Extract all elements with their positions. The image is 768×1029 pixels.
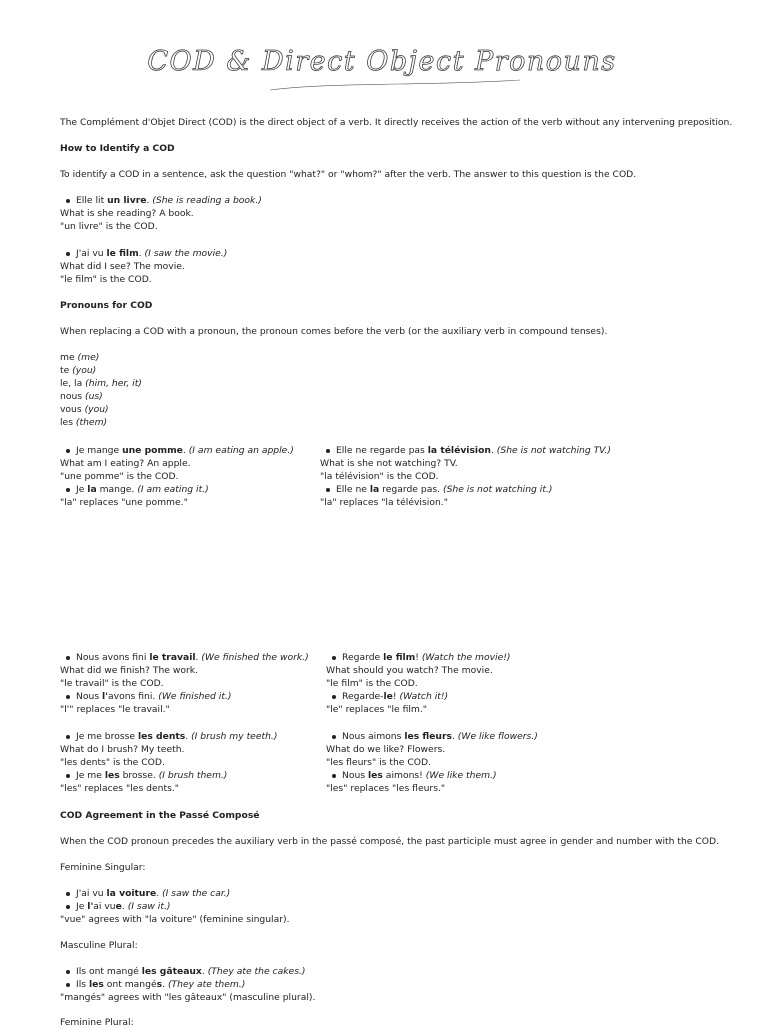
pronoun-item: le, la (him, her, it) <box>60 378 142 389</box>
pronoun-item: vous (you) <box>60 404 109 415</box>
example-question: What should you watch? The movie. <box>326 665 493 676</box>
example-replacement: "l'" replaces "le travail." <box>60 704 170 715</box>
example-question: What do I brush? My teeth. <box>60 744 185 755</box>
example-answer: "un livre" is the COD. <box>60 221 158 232</box>
list-item: Je l'ai vue. (I saw it.) <box>76 901 171 912</box>
agreement-note: "mangés" agrees with "les gâteaux" (masculine plural). <box>60 992 316 1003</box>
example-replacement: "les" replaces "les fleurs." <box>326 783 446 794</box>
identify-text: To identify a COD in a sentence, ask the question "what?" or "whom?" after the verb. The answer to this question is the COD. <box>60 169 637 180</box>
example-question: What is she not watching? TV. <box>320 458 458 469</box>
pronoun-item: les (them) <box>60 417 108 428</box>
example-replacement: "la" replaces "une pomme." <box>60 497 188 508</box>
title-text: COD & Direct Object Pronouns <box>147 46 617 77</box>
agreement-note: "vue" agrees with "la voiture" (feminine singular). <box>60 914 290 925</box>
pronoun-item: nous (us) <box>60 391 103 402</box>
list-item: Je me brosse les dents. (I brush my teeth.) <box>76 731 278 742</box>
example-answer: "le film" is the COD. <box>60 274 152 285</box>
list-item: J'ai vu le film. (I saw the movie.) <box>76 248 228 259</box>
list-item: Nous l'avons fini. (We finished it.) <box>76 691 232 702</box>
title-flourish <box>270 80 520 90</box>
agreement-heading: COD Agreement in the Passé Composé <box>60 810 260 821</box>
pronoun-item: te (you) <box>60 365 97 376</box>
list-item: Regarde le film! (Watch the movie!) <box>342 652 511 663</box>
pronoun-item: me (me) <box>60 352 100 363</box>
feminine-plural-label: Feminine Plural: <box>60 1017 134 1028</box>
example-answer: "le film" is the COD. <box>326 678 418 689</box>
list-item: J'ai vu la voiture. (I saw the car.) <box>76 888 231 899</box>
feminine-singular-label: Feminine Singular: <box>60 862 146 873</box>
example-replacement: "la" replaces "la télévision." <box>320 497 448 508</box>
example-answer: "une pomme" is the COD. <box>60 471 179 482</box>
list-item: Je mange une pomme. (I am eating an apple.) <box>76 445 294 456</box>
agreement-text: When the COD pronoun precedes the auxiliary verb in the passé composé, the past participle must agree in gender and number with the COD. <box>60 836 720 847</box>
example-question: What do we like? Flowers. <box>326 744 446 755</box>
list-item: Je la mange. (I am eating it.) <box>76 484 209 495</box>
list-item: Nous avons fini le travail. (We finished the work.) <box>76 652 309 663</box>
list-item: Regarde-le! (Watch it!) <box>342 691 449 702</box>
example-question: What is she reading? A book. <box>60 208 194 219</box>
pronouns-text: When replacing a COD with a pronoun, the pronoun comes before the verb (or the auxiliary verb in compound tenses). <box>60 326 608 337</box>
example-answer: "le travail" is the COD. <box>60 678 164 689</box>
example-answer: "la télévision" is the COD. <box>320 471 439 482</box>
list-item: Nous les aimons! (We like them.) <box>342 770 497 781</box>
example-answer: "les fleurs" is the COD. <box>326 757 432 768</box>
intro-text: The Complément d'Objet Direct (COD) is the direct object of a verb. It directly receives the action of the verb without any intervening preposition. <box>60 117 733 128</box>
identify-heading: How to Identify a COD <box>60 143 175 154</box>
list-item: Ils les ont mangés. (They ate them.) <box>76 979 246 990</box>
example-question: What am I eating? An apple. <box>60 458 191 469</box>
masculine-plural-label: Masculine Plural: <box>60 940 138 951</box>
pronouns-heading: Pronouns for COD <box>60 300 153 311</box>
example-answer: "les dents" is the COD. <box>60 757 165 768</box>
example-replacement: "les" replaces "les dents." <box>60 783 179 794</box>
example-replacement: "le" replaces "le film." <box>326 704 428 715</box>
example-question: What did we finish? The work. <box>60 665 199 676</box>
list-item: Je me les brosse. (I brush them.) <box>76 770 228 781</box>
example-question: What did I see? The movie. <box>60 261 185 272</box>
list-item: Nous aimons les fleurs. (We like flowers.) <box>342 731 538 742</box>
list-item: Elle ne la regarde pas. (She is not watching it.) <box>336 484 553 495</box>
title-script <box>0 30 768 100</box>
list-item: Elle lit un livre. (She is reading a book.) <box>76 195 262 206</box>
list-item: Ils ont mangé les gâteaux. (They ate the cakes.) <box>76 966 306 977</box>
list-item: Elle ne regarde pas la télévision. (She is not watching TV.) <box>336 445 611 456</box>
